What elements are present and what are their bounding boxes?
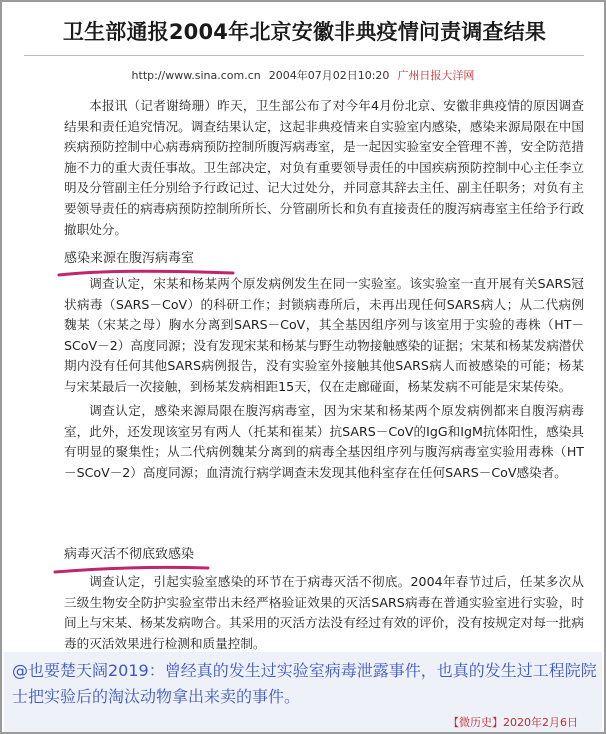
comment-panel xyxy=(4,652,602,732)
article-headline: 卫生部通报2004年北京安徽非典疫情问责调查结果 xyxy=(62,20,547,44)
paragraph-intro: 本报讯（记者谢绮珊）昨天，卫生部公布了对今年4月份北京、安徽非典疫情的原因调查结果和责任追究情况。调查结果认定，这起非典疫情来自实验室内感染，感染来源局限在中国疾病预防控制中心病毒病预防控制所腹泻病毒室，是一起因实验室安全管理不善，安全防范措施不力的重大责任事故。卫生部决定，对负有重要领导责任的中国疾病预防控制中心主任李立明及分管副主任分别给予行政记过、记大过处分，并同意其辞去主任、副主任职务；对负有主要领导责任的病毒病预防控制所所长、分管副所长和负有直接责任的腹泻病毒室主任给予行政撤职处分。 xyxy=(64,98,584,237)
paragraph-diarrhea-lab: 调查认定，感染来源局限在腹泻病毒室，因为宋某和杨某两个原发病例都来自腹泻病毒室，此外，还发现该室另有两人（托某和崔某）抗SARS－CoV的IgG和IgM抗体阳性，感染具有明显的聚集性；从二代病例魏某分离到的病毒全基因组序列与腹泻病毒室实验用毒株（HT－SCoV－2）高度同源；血清流行病学调查未发现其他科室存在任何SARS－CoV感染者。 xyxy=(64,403,584,480)
source-datetime: 2004年07月02日10:20 xyxy=(268,69,390,82)
headline-divider xyxy=(24,55,584,56)
weilishi-stamp: 【微历史】2020年2月6日 xyxy=(448,716,578,729)
paragraph-two-cases: 调查认定，宋某和杨某两个原发病例发生在同一实验室。该实验室一直开展有关SARS冠状病毒（SARS－CoV）的科研工作；封锁病毒所后，未再出现任何SARS病人；从二代病例魏某（宋某之母）胸水分离到SARS－CoV，其全基因组序列与该室用于实验的毒株（HT－SCoV－2）高度同源；没有发现宋某和杨某与野生动物接触感染的证据；宋某和杨某发病潜伏期内没有任何其他SARS病例报告，没有实验室外接触其他SARS病人而被感染的可能；杨某与宋某最后一次接触，到杨某发病相距15天，仅在走廊碰面，杨某发病不可能是宋某传染。 xyxy=(64,276,584,394)
news-article xyxy=(4,4,602,650)
subhead-infection-source: 感染来源在腹泻病毒室 xyxy=(64,251,195,266)
source-line xyxy=(4,67,602,83)
paragraph-inactivation: 调查认定，引起实验室感染的环节在于病毒灭活不彻底。2004年春节过后，任某多次从三级生物安全防护实验室带出未经严格验证效果的灭活SARS病毒在普通实验室进行实验，时间上与宋某、杨某发病吻合。其采用的灭活方法没有经过有效的评价，没有按规定对每一批病毒的灭活效果进行检测和质量控制。 xyxy=(64,574,584,650)
subhead-inactivation: 病毒灭活不彻底致感染 xyxy=(64,547,195,562)
user-comment: @也要楚天阔2019：曾经真的发生过实验室病毒泄露事件，也真的发生过工程院院士把实验后的淘汰动物拿出来卖的事件。 xyxy=(12,661,597,706)
source-paper: 广州日报大洋网 xyxy=(397,69,475,82)
source-url: http://www.sina.com.cn xyxy=(131,69,261,82)
